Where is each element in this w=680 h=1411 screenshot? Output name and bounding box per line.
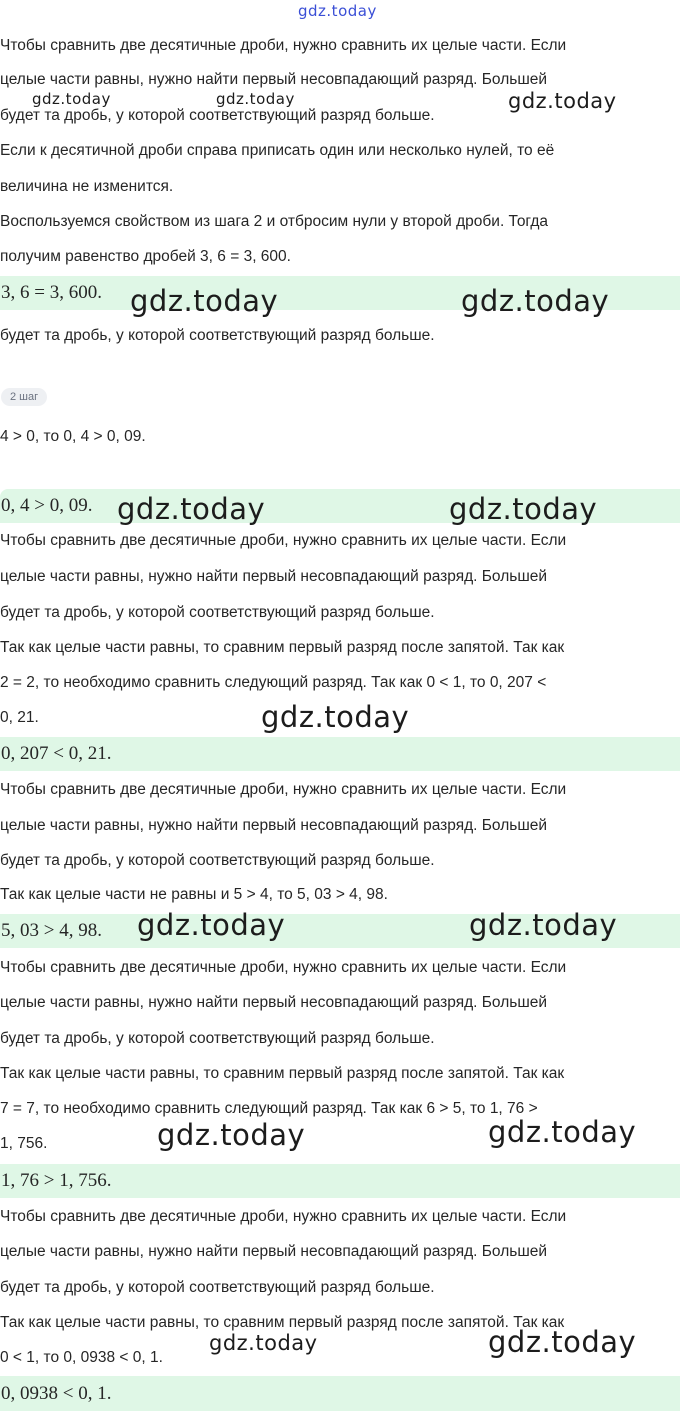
watermark: gdz.today [488,1115,637,1149]
text-line: Так как целые части равны, то сравним первый разряд после запятой. Так как [0,1065,565,1082]
text-line: будет та дробь, у которой соответствующий разряд больше. [0,1030,435,1047]
watermark: gdz.today [117,492,266,526]
text-line: Так как целые части не равны и 5 > 4, то 5, 03 > 4, 98. [0,886,388,903]
text-line: Чтобы сравнить две десятичные дроби, нужно сравнить их целые части. Если [0,959,567,976]
watermark: gdz.today [137,908,286,942]
text-line: целые части равны, нужно найти первый несовпадающий разряд. Большей [0,568,548,585]
text-line: будет та дробь, у которой соответствующий разряд больше. [0,327,435,344]
watermark: gdz.today [449,492,598,526]
text-line: целые части равны, нужно найти первый несовпадающий разряд. Большей [0,994,548,1011]
text-line: будет та дробь, у которой соответствующий разряд больше. [0,604,435,621]
text-line: Так как целые части равны, то сравним первый разряд после запятой. Так как [0,1314,565,1331]
watermark: gdz.today [508,89,617,113]
text-line: Чтобы сравнить две десятичные дроби, нужно сравнить их целые части. Если [0,781,567,798]
text-line: 2 = 2, то необходимо сравнить следующий разряд. Так как 0 < 1, то 0, 207 < [0,674,547,691]
answer: 3, 6 = 3, 600. [1,282,102,303]
answer: 5, 03 > 4, 98. [1,920,102,941]
text-line: величина не изменится. [0,178,174,195]
answer: 1, 76 > 1, 756. [1,1170,112,1191]
text-line: Воспользуемся свойством из шага 2 и отбросим нули у второй дроби. Тогда [0,213,549,230]
watermark: gdz.today [209,1331,318,1355]
watermark: gdz.today [298,2,377,20]
answer: 0, 4 > 0, 09. [1,495,93,516]
watermark: gdz.today [32,90,111,108]
text-line: Чтобы сравнить две десятичные дроби, нужно сравнить их целые части. Если [0,37,567,54]
text-line: целые части равны, нужно найти первый несовпадающий разряд. Большей [0,817,548,834]
text-line: будет та дробь, у которой соответствующий разряд больше. [0,1279,435,1296]
text-line: будет та дробь, у которой соответствующий разряд больше. [0,852,435,869]
text-line: будет та дробь, у которой соответствующий разряд больше. [0,107,435,124]
answer-band [0,1376,680,1411]
answer: 0, 0938 < 0, 1. [1,1382,112,1404]
answer-band [0,737,680,771]
watermark: gdz.today [461,284,610,318]
text-line: получим равенство дробей 3, 6 = 3, 600. [0,248,291,265]
answer: 0, 207 < 0, 21. [1,743,112,764]
text-line: Если к десятичной дроби справа приписать один или несколько нулей, то её [0,142,555,159]
watermark: gdz.today [157,1118,306,1152]
step-badge: 2 шаг [1,388,47,406]
answer-band [0,1164,680,1198]
text-line: целые части равны, нужно найти первый несовпадающий разряд. Большей [0,71,548,88]
text-line: целые части равны, нужно найти первый несовпадающий разряд. Большей [0,1243,548,1260]
text-line: 0, 21. [0,709,39,726]
watermark: gdz.today [469,908,618,942]
text-line: 1, 756. [0,1135,48,1152]
text-line: Чтобы сравнить две десятичные дроби, нужно сравнить их целые части. Если [0,532,567,549]
text-line: 4 > 0, то 0, 4 > 0, 09. [0,428,146,445]
text-line: 7 = 7, то необходимо сравнить следующий разряд. Так как 6 > 5, то 1, 76 > [0,1100,538,1117]
watermark: gdz.today [216,90,295,108]
text-line: Так как целые части равны, то сравним первый разряд после запятой. Так как [0,639,565,656]
text-line: 0 < 1, то 0, 0938 < 0, 1. [0,1349,163,1366]
text-line: Чтобы сравнить две десятичные дроби, нужно сравнить их целые части. Если [0,1208,567,1225]
watermark: gdz.today [261,700,410,734]
watermark: gdz.today [488,1325,637,1359]
watermark: gdz.today [130,284,279,318]
